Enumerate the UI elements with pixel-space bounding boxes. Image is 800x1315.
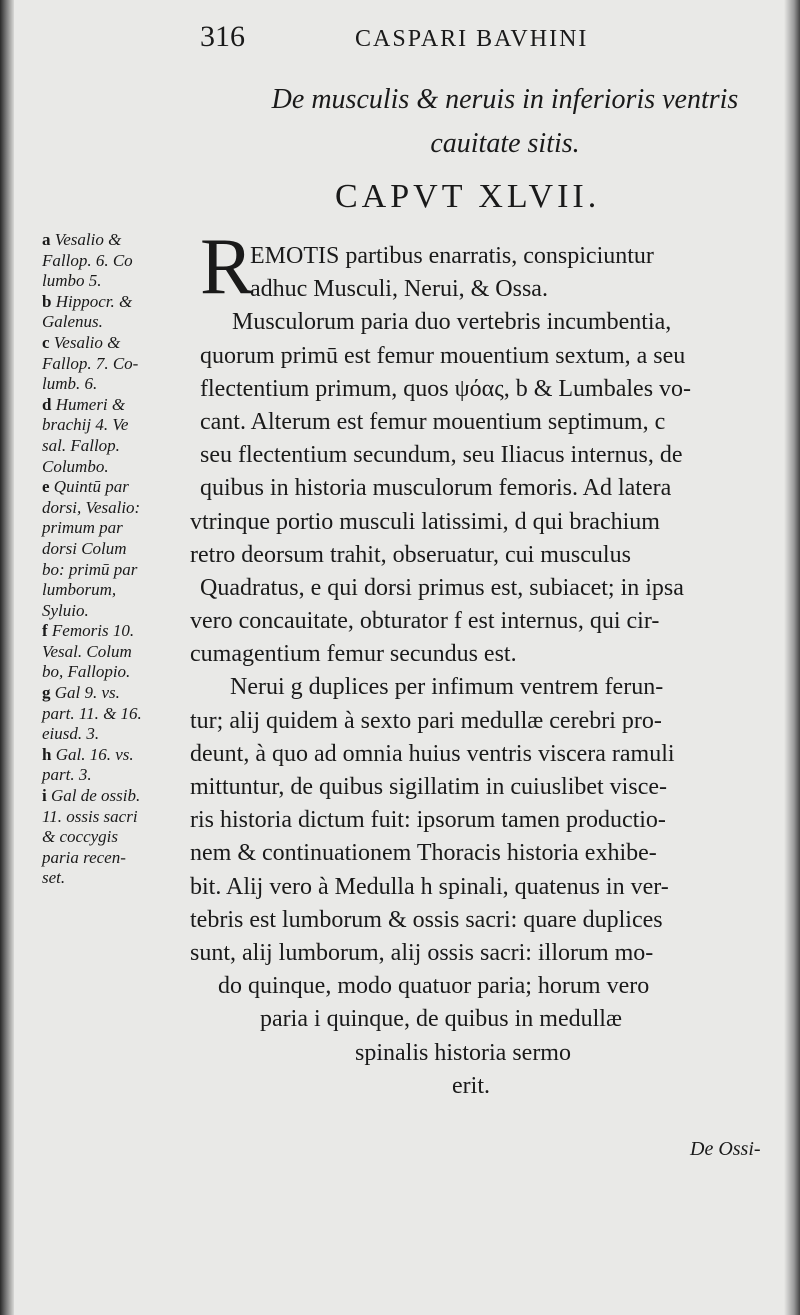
text-line: cumagentium femur secundus est. <box>190 641 517 668</box>
note-line: Humeri & <box>55 394 126 414</box>
text-line: deunt, à quo ad omnia huius ventris viscera ramuli <box>190 740 675 767</box>
marginal-note <box>42 333 192 395</box>
page-edge-shadow <box>784 0 800 1315</box>
note-line: primum par <box>42 518 123 538</box>
note-line: Vesal. Colum <box>42 641 132 661</box>
text-line: Nerui g duplices per infimum ventrem ferun- <box>230 674 664 701</box>
note-line: set. <box>42 868 66 888</box>
text-line: cant. Alterum est femur mouentium septimum, c <box>200 408 666 435</box>
note-line: Vesalio & <box>53 332 121 352</box>
text-line: quorum primū est femur mouentium sextum, a seu <box>200 342 686 369</box>
text-line: ris historia dictum fuit: ipsorum tamen productio- <box>190 807 666 834</box>
text-line: tebris est lumborum & ossis sacri: quare duplices <box>190 906 663 933</box>
note-line: bo: primū par <box>42 559 138 579</box>
note-line: Galenus. <box>42 312 103 332</box>
drop-cap: R <box>200 223 254 311</box>
note-line: & coccygis <box>42 827 118 847</box>
note-key: b <box>42 291 52 311</box>
note-line: Femoris 10. <box>51 621 135 641</box>
note-key: i <box>42 786 47 806</box>
note-line: Fallop. 7. Co- <box>42 353 139 373</box>
text-line: vero concauitate, obturator f est internus, qui cir- <box>190 608 660 635</box>
text-line: EMOTIS partibus enarratis, conspiciuntur <box>250 243 654 269</box>
note-line: Gal de ossib. <box>50 786 141 806</box>
text-line: tur; alij quidem à sexto pari medullæ cerebri pro- <box>190 707 662 734</box>
note-line: Gal 9. vs. <box>54 683 120 703</box>
marginal-note <box>42 745 192 786</box>
text-line: retro deorsum trahit, obseruatur, cui musculus <box>190 541 631 568</box>
page-number: 316 <box>200 20 245 53</box>
note-key: f <box>42 621 48 641</box>
note-line: Syluio. <box>42 600 89 620</box>
text-line: seu flectentium secundum, seu Iliacus internus, de <box>200 442 683 469</box>
note-line: Fallop. 6. Co <box>42 250 133 270</box>
text-line: paria i quinque, de quibus in medullæ <box>260 1006 622 1033</box>
text-line: spinalis historia sermo <box>355 1039 571 1066</box>
text-line: Quadratus, e qui dorsi primus est, subiacet; in ipsa <box>200 574 684 601</box>
note-line: 11. ossis sacri <box>42 806 138 826</box>
note-key: c <box>42 332 50 352</box>
section-title <box>240 78 770 166</box>
text-line: adhuc Musculi, Nerui, & Ossa. <box>250 276 548 303</box>
note-line: Columbo. <box>42 456 109 476</box>
note-key: d <box>42 394 52 414</box>
text-line: quibus in historia musculorum femoris. Ad latera <box>200 475 672 502</box>
note-key: e <box>42 477 50 497</box>
text-line: erit. <box>452 1072 490 1099</box>
running-head: CASPARI BAVHINI <box>355 26 589 52</box>
catchword: De Ossi- <box>690 1138 761 1160</box>
marginal-note <box>42 477 192 621</box>
text-line: nem & continuationem Thoracis historia exhibe- <box>190 840 657 867</box>
text-line: mittuntur, de quibus sigillatim in cuiuslibet visce- <box>190 774 667 800</box>
text-line: sunt, alij lumborum, alij ossis sacri: illorum mo- <box>190 939 654 966</box>
note-line: bo, Fallopio. <box>42 662 131 682</box>
page-gutter-shadow <box>0 0 14 1315</box>
section-title-line: cauitate sitis. <box>430 128 580 159</box>
marginal-note <box>42 621 192 683</box>
text-line: do quinque, modo quatuor paria; horum vero <box>218 973 650 1000</box>
marginal-note <box>42 292 192 333</box>
note-line: Vesalio & <box>54 230 122 249</box>
note-line: Gal. 16. vs. <box>55 744 134 764</box>
note-line: Hippocr. & <box>55 291 133 311</box>
note-key: g <box>42 683 51 703</box>
chapter-heading: CAPVT XLVII. <box>335 178 601 215</box>
note-line: paria recen- <box>42 847 126 867</box>
note-key: h <box>42 744 52 764</box>
text-line: Musculorum paria duo vertebris incumbentia, <box>232 309 672 336</box>
note-line: eiusd. 3. <box>42 724 100 744</box>
text-line: bit. Alij vero à Medulla h spinali, quatenus in ver- <box>190 873 669 900</box>
marginal-note <box>42 786 192 889</box>
note-line: lumborum, <box>42 580 117 600</box>
marginal-note <box>42 395 192 477</box>
marginal-notes <box>42 230 192 889</box>
note-line: lumbo 5. <box>42 271 102 291</box>
note-line: dorsi Colum <box>42 538 127 558</box>
note-line: part. 3. <box>42 765 92 785</box>
note-line: lumb. 6. <box>42 374 98 394</box>
marginal-note <box>42 683 192 745</box>
text-line: flectentium primum, quos ψόας, b & Lumbales vo- <box>200 375 692 402</box>
marginal-note <box>42 230 192 292</box>
note-line: part. 11. & 16. <box>42 703 142 723</box>
page-header <box>200 20 660 60</box>
note-key: a <box>42 230 51 249</box>
note-line: Quintū par <box>53 477 129 497</box>
body-text <box>190 240 775 1103</box>
text-line: vtrinque portio musculi latissimi, d qui brachium <box>190 508 660 535</box>
note-line: brachij 4. Ve <box>42 415 129 435</box>
note-line: sal. Fallop. <box>42 435 120 455</box>
note-line: dorsi, Vesalio: <box>42 497 141 517</box>
section-title-line: De musculis & neruis in inferioris ventris <box>271 84 739 115</box>
